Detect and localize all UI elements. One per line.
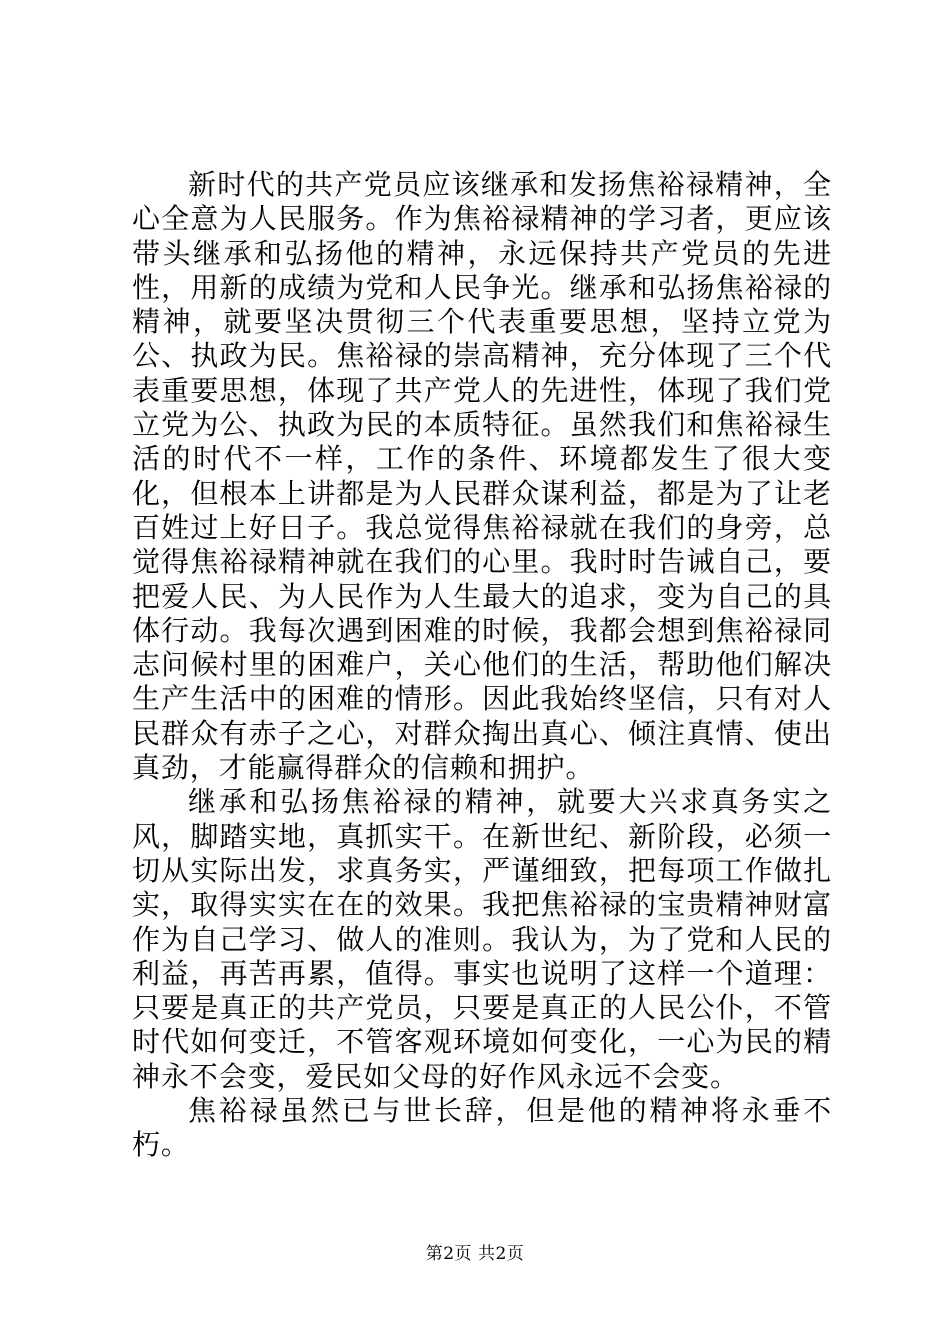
paragraph-2: 继承和弘扬焦裕禄的精神，就要大兴求真务实之风，脚踏实地，真抓实干。在新世纪、新阶段，必须一切从实际出发，求真务实，严谨细致，把每项工作做扎实，取得实实在在的效果。我把焦裕禄的宝贵精神财富作为自己学习、做人的准则。我认为，为了党和人民的利益，再苦再累，值得。事实也说明了这样一个道理：只要是真正的共产党员，只要是真正的人民公仆，不管时代如何变迁，不管客观环境如何变化，一心为民的精神永不会变，爱民如父母的好作风永远不会变。 xyxy=(132,785,832,1093)
paragraph-3: 焦裕禄虽然已与世长辞，但是他的精神将永垂不朽。 xyxy=(132,1094,832,1162)
paragraph-1: 新时代的共产党员应该继承和发扬焦裕禄精神，全心全意为人民服务。作为焦裕禄精神的学习者，更应该带头继承和弘扬他的精神，永远保持共产党员的先进性，用新的成绩为党和人民争光。继承和弘扬焦裕禄的精神，就要坚决贯彻三个代表重要思想，坚持立党为公、执政为民。焦裕禄的崇高精神，充分体现了三个代表重要思想，体现了共产党人的先进性，体现了我们党立党为公、执政为民的本质特征。虽然我们和焦裕禄生活的时代不一样，工作的条件、环境都发生了很大变化，但根本上讲都是为人民群众谋利益，都是为了让老百姓过上好日子。我总觉得焦裕禄就在我们的身旁，总觉得焦裕禄精神就在我们的心里。我时时告诫自己，要把爱人民、为人民作为人生最大的追求，变为自己的具体行动。我每次遇到困难的时候，我都会想到焦裕禄同志问候村里的困难户，关心他们的生活，帮助他们解决生产生活中的困难的情形。因此我始终坚信，只有对人民群众有赤子之心，对群众掏出真心、倾注真情、使出真劲，才能赢得群众的信赖和拥护。 xyxy=(132,168,832,785)
page-number-footer: 第2页 共2页 xyxy=(425,1244,525,1264)
document-body xyxy=(132,168,832,1163)
